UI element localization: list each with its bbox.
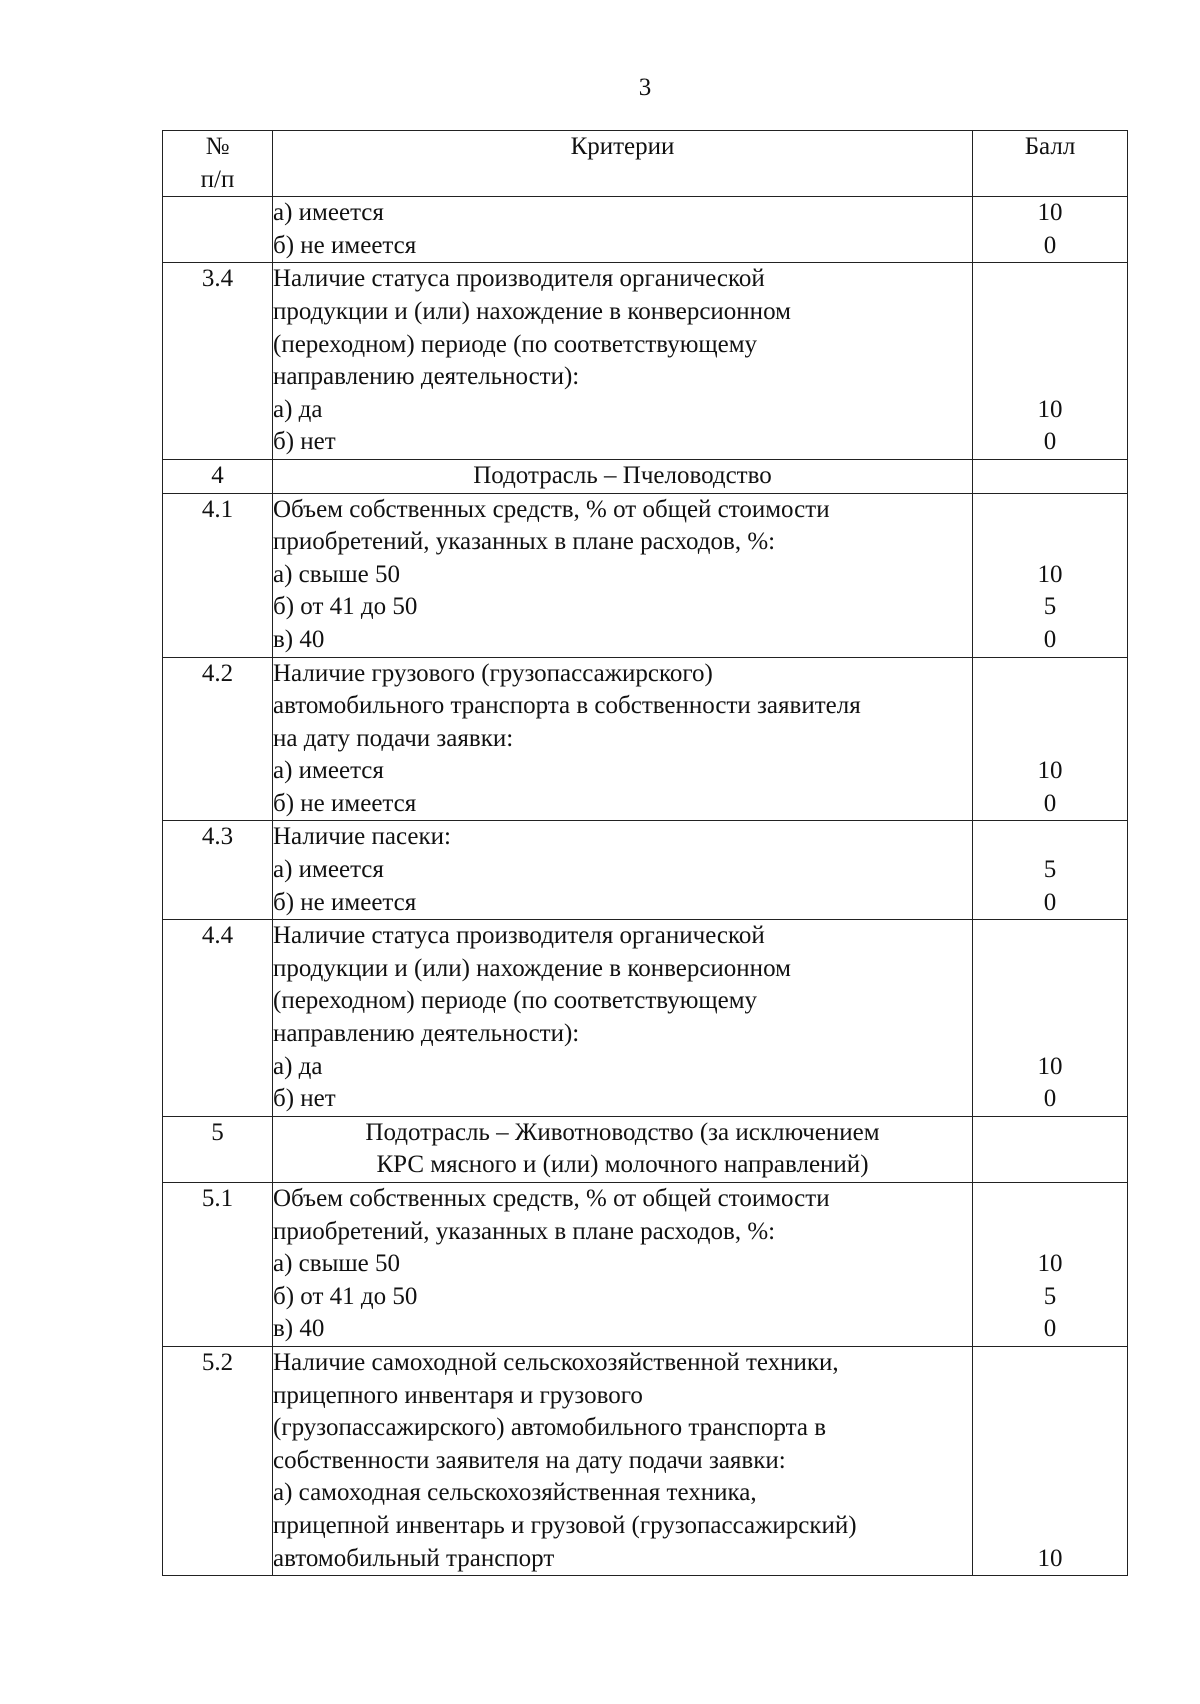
- row-number: 5.2: [163, 1346, 273, 1575]
- criteria-line: а) имеется: [273, 199, 384, 227]
- criteria-cell: [273, 1346, 973, 1575]
- criteria-line: Наличие статуса производителя органической: [273, 265, 765, 293]
- score-value: 0: [1043, 1315, 1057, 1343]
- criteria-line: автомобильного транспорта в собственности заявителя: [273, 692, 861, 720]
- criteria-line: б) нет: [273, 428, 336, 456]
- score-value: [973, 1018, 1127, 1051]
- criteria-line: направлению деятельности):: [273, 363, 580, 391]
- section-row: [163, 459, 1128, 493]
- score-cell: [973, 1183, 1128, 1347]
- criteria-cell: [273, 657, 973, 821]
- criteria-line: прицепной инвентарь и грузовой (грузопассажирский): [273, 1511, 857, 1539]
- criteria-line: Наличие статуса производителя органической: [273, 922, 765, 950]
- score-cell: [973, 821, 1128, 920]
- criteria-line: (переходном) периоде (по соответствующему: [273, 330, 758, 358]
- criteria-line: приобретений, указанных в плане расходов, %:: [273, 528, 776, 556]
- row-number: 4.2: [163, 657, 273, 821]
- criteria-line: б) не имеется: [273, 231, 417, 259]
- score-value: [973, 1477, 1127, 1510]
- score-value: 10: [1037, 560, 1063, 588]
- score-value: [973, 658, 1127, 691]
- score-value: [973, 1347, 1127, 1380]
- score-value: [973, 263, 1127, 296]
- score-value: 0: [1043, 625, 1057, 653]
- score-value: [973, 1380, 1127, 1413]
- row-number: 3.4: [163, 263, 273, 460]
- criteria-line: Подотрасль – Животноводство (за исключением: [365, 1118, 880, 1146]
- criteria-cell: [273, 920, 973, 1117]
- criteria-line: б) нет: [273, 1085, 336, 1113]
- header-number-line: №: [205, 133, 230, 160]
- criteria-line: а) свыше 50: [273, 1250, 400, 1278]
- criteria-line: б) не имеется: [273, 789, 417, 817]
- section-title: [273, 459, 973, 493]
- table-row: [163, 1183, 1128, 1347]
- page-number: 3: [638, 74, 652, 101]
- criteria-line: Наличие грузового (грузопассажирского): [273, 659, 713, 687]
- row-number: 4: [163, 459, 273, 493]
- criteria-line: а) свыше 50: [273, 560, 400, 588]
- score-value: [973, 1510, 1127, 1543]
- score-value: 5: [1043, 856, 1057, 884]
- criteria-line: КРС мясного и (или) молочного направлений): [376, 1151, 869, 1179]
- criteria-table: [162, 130, 1128, 1576]
- score-value: 10: [1037, 1250, 1063, 1278]
- score-value: 10: [1037, 1544, 1063, 1572]
- criteria-line: на дату подачи заявки:: [273, 724, 514, 752]
- score-value: [973, 723, 1127, 756]
- header-number-line: п/п: [200, 165, 235, 193]
- criteria-line: автомобильный транспорт: [273, 1544, 555, 1572]
- criteria-line: в) 40: [273, 1315, 325, 1343]
- criteria-line: Подотрасль – Пчеловодство: [473, 461, 772, 489]
- criteria-line: Объем собственных средств, % от общей стоимости: [273, 1185, 830, 1212]
- table-header-row: [163, 131, 1128, 197]
- score-value: 5: [1043, 1282, 1057, 1310]
- score-cell: [973, 1346, 1128, 1575]
- table-row: [163, 1346, 1128, 1575]
- score-value: [973, 460, 1127, 493]
- criteria-line: а) самоходная сельскохозяйственная техника,: [273, 1479, 757, 1507]
- score-cell: [973, 197, 1128, 263]
- criteria-line: в) 40: [273, 625, 325, 653]
- table-body: [163, 197, 1128, 1576]
- score-value: [973, 920, 1127, 953]
- score-value: [973, 1412, 1127, 1445]
- criteria-line: (грузопассажирского) автомобильного транспорта в: [273, 1414, 827, 1442]
- header-number: [163, 131, 273, 197]
- criteria-line: б) от 41 до 50: [273, 593, 418, 621]
- row-number: 4.4: [163, 920, 273, 1117]
- score-cell: [973, 493, 1128, 657]
- criteria-line: а) имеется: [273, 856, 384, 884]
- row-number: 4.1: [163, 493, 273, 657]
- score-cell: [973, 920, 1128, 1117]
- score-value: [973, 1117, 1127, 1150]
- table-row: [163, 197, 1128, 263]
- criteria-line: (переходном) периоде (по соответствующему: [273, 987, 758, 1015]
- row-number: 4.3: [163, 821, 273, 920]
- criteria-cell: [273, 821, 973, 920]
- score-value: [973, 985, 1127, 1018]
- score-value: 10: [1037, 395, 1063, 423]
- score-value: [973, 1183, 1127, 1216]
- score-value: [973, 1149, 1127, 1182]
- criteria-line: приобретений, указанных в плане расходов, %:: [273, 1217, 776, 1245]
- score-value: 10: [1037, 1052, 1063, 1080]
- criteria-line: а) имеется: [273, 757, 384, 785]
- score-value: [973, 1445, 1127, 1478]
- section-title: [273, 1116, 973, 1182]
- score-cell: [973, 459, 1128, 493]
- row-number: 5: [163, 1116, 273, 1182]
- criteria-cell: [273, 263, 973, 460]
- criteria-line: б) от 41 до 50: [273, 1282, 418, 1310]
- row-number: [163, 197, 273, 263]
- criteria-line: направлению деятельности):: [273, 1020, 580, 1048]
- criteria-cell: [273, 197, 973, 263]
- criteria-line: а) да: [273, 1052, 323, 1080]
- score-value: [973, 494, 1127, 527]
- criteria-line: Наличие пасеки:: [273, 823, 451, 851]
- table-row: [163, 657, 1128, 821]
- criteria-line: прицепного инвентаря и грузового: [273, 1381, 643, 1409]
- score-value: 0: [1043, 428, 1057, 456]
- score-value: 0: [1043, 231, 1057, 259]
- score-value: [973, 1216, 1127, 1249]
- score-value: 10: [1037, 199, 1063, 227]
- score-cell: [973, 1116, 1128, 1182]
- criteria-line: Наличие самоходной сельскохозяйственной техники,: [273, 1348, 839, 1376]
- score-value: [973, 690, 1127, 723]
- header-score: Балл: [973, 131, 1128, 197]
- score-value: 5: [1043, 593, 1057, 621]
- score-value: [973, 296, 1127, 329]
- criteria-line: Объем собственных средств, % от общей стоимости: [273, 495, 830, 523]
- score-cell: [973, 263, 1128, 460]
- table-row: [163, 493, 1128, 657]
- score-value: 0: [1043, 1085, 1057, 1113]
- criteria-cell: [273, 1183, 973, 1347]
- row-number: 5.1: [163, 1183, 273, 1347]
- table-row: [163, 263, 1128, 460]
- criteria-line: а) да: [273, 395, 323, 423]
- table-row: [163, 920, 1128, 1117]
- criteria-cell: [273, 493, 973, 657]
- criteria-line: продукции и (или) нахождение в конверсионном: [273, 297, 791, 325]
- criteria-line: б) не имеется: [273, 888, 417, 916]
- criteria-line: продукции и (или) нахождение в конверсионном: [273, 954, 791, 982]
- score-value: 0: [1043, 888, 1057, 916]
- table-row: [163, 821, 1128, 920]
- section-row: [163, 1116, 1128, 1182]
- score-value: [973, 361, 1127, 394]
- score-value: [973, 953, 1127, 986]
- header-criteria: Критерии: [273, 131, 973, 197]
- score-value: [973, 821, 1127, 854]
- score-value: [973, 526, 1127, 559]
- score-value: 0: [1043, 789, 1057, 817]
- score-value: [973, 329, 1127, 362]
- score-value: 10: [1037, 757, 1063, 785]
- score-cell: [973, 657, 1128, 821]
- criteria-line: собственности заявителя на дату подачи заявки:: [273, 1446, 786, 1474]
